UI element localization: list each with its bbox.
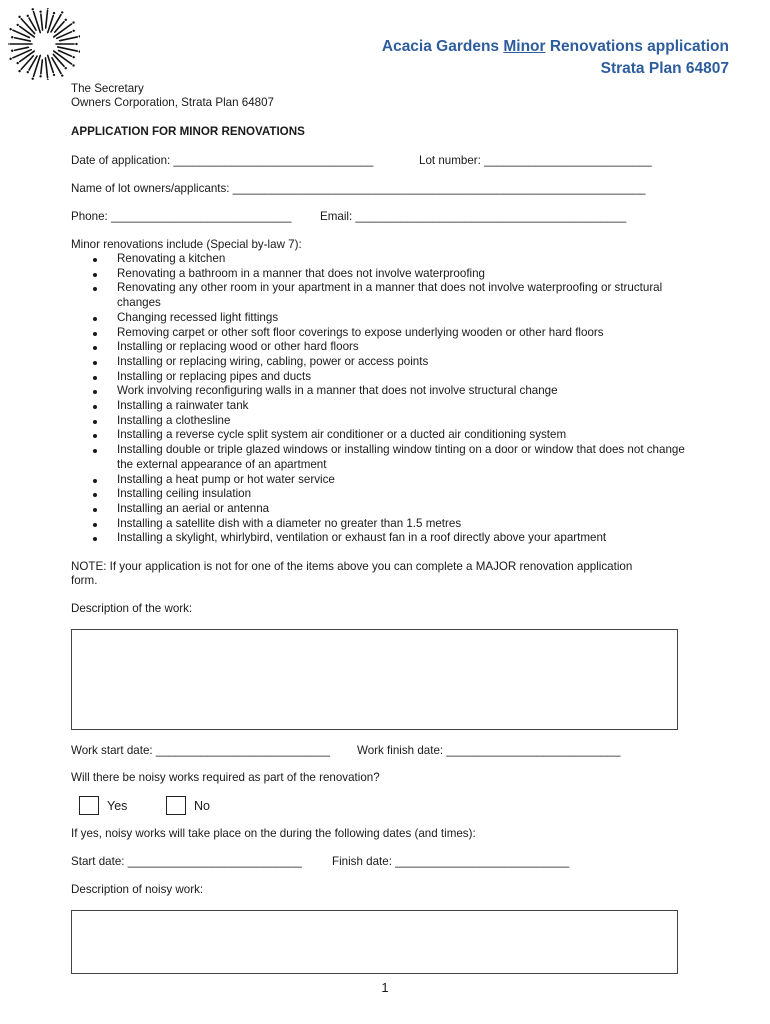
bullet-icon <box>93 523 97 527</box>
bullet-icon <box>93 479 97 483</box>
minor-renovation-item: Installing double or triple glazed windows or installing window tinting on a door or window that does not change the external appearance of an apartment <box>71 443 691 472</box>
minor-renovation-item: Installing a heat pump or hot water service <box>71 473 691 488</box>
bullet-icon <box>93 405 97 409</box>
bullet-icon <box>93 420 97 424</box>
starburst-logo <box>8 8 80 80</box>
note-line-1: NOTE: If your application is not for one of the items above you can complete a MAJOR renovation application <box>71 560 633 573</box>
addressee-line-1: The Secretary <box>71 82 144 95</box>
noisy-work-textbox[interactable] <box>71 910 678 974</box>
minor-renovation-item: Renovating a bathroom in a manner that does not involve waterproofing <box>71 267 691 282</box>
bullet-icon <box>93 449 97 453</box>
yes-checkbox[interactable] <box>79 796 99 815</box>
minor-renovation-item: Installing a reverse cycle split system air conditioner or a ducted air conditioning system <box>71 428 691 443</box>
minor-renovation-item: Renovating any other room in your apartment in a manner that does not involve waterproofing or structural changes <box>71 281 691 310</box>
bullet-icon <box>93 434 97 438</box>
phone-field[interactable]: Phone: ____________________________ <box>71 210 292 223</box>
no-checkbox[interactable] <box>166 796 186 815</box>
work-start-date-field[interactable]: Work start date: ___________________________ <box>71 744 330 757</box>
bullet-icon <box>93 346 97 350</box>
lot-number-field[interactable]: Lot number: __________________________ <box>419 154 652 167</box>
bullet-icon <box>93 332 97 336</box>
bullet-icon <box>93 493 97 497</box>
description-textbox[interactable] <box>71 629 678 730</box>
bullet-icon <box>93 258 97 262</box>
page-title: Acacia Gardens Minor Renovations application <box>381 38 729 55</box>
minor-renovation-item: Changing recessed light fittings <box>71 311 691 326</box>
strata-plan-subtitle: Strata Plan 64807 <box>600 60 729 77</box>
minor-renovation-item: Installing or replacing wiring, cabling, power or access points <box>71 355 691 370</box>
page-number: 1 <box>381 980 389 995</box>
noisy-dates-intro: If yes, noisy works will take place on the during the following dates (and times): <box>71 827 476 840</box>
work-finish-date-field[interactable]: Work finish date: ___________________________ <box>357 744 621 757</box>
no-label: No <box>194 799 210 813</box>
minor-renovation-item: Installing a clothesline <box>71 414 691 429</box>
minor-renovation-item: Installing or replacing wood or other hard floors <box>71 340 691 355</box>
minor-renovation-item: Installing a satellite dish with a diameter no greater than 1.5 metres <box>71 517 691 532</box>
date-of-application-field[interactable]: Date of application: _______________________________ <box>71 154 374 167</box>
yes-label: Yes <box>107 799 128 813</box>
bullet-icon <box>93 273 97 277</box>
minor-renovations-list <box>71 252 691 546</box>
noisy-start-date-field[interactable]: Start date: ___________________________ <box>71 855 302 868</box>
minor-renovation-item: Installing an aerial or antenna <box>71 502 691 517</box>
minor-renovation-item: Installing a skylight, whirlybird, ventilation or exhaust fan in a roof directly above your apartment <box>71 531 691 546</box>
minor-renovation-item: Installing ceiling insulation <box>71 487 691 502</box>
minor-renovation-item: Renovating a kitchen <box>71 252 691 267</box>
bullet-icon <box>93 376 97 380</box>
minor-renovation-item: Installing or replacing pipes and ducts <box>71 370 691 385</box>
owners-field[interactable]: Name of lot owners/applicants: ________________________________________________________________ <box>71 182 646 195</box>
bullet-icon <box>93 317 97 321</box>
bullet-icon <box>93 508 97 512</box>
minor-renovation-item: Installing a rainwater tank <box>71 399 691 414</box>
bullet-icon <box>93 287 97 291</box>
noisy-finish-date-field[interactable]: Finish date: ___________________________ <box>332 855 570 868</box>
noisy-works-question: Will there be noisy works required as part of the renovation? <box>71 771 380 784</box>
addressee-line-2: Owners Corporation, Strata Plan 64807 <box>71 96 275 109</box>
form-heading: APPLICATION FOR MINOR RENOVATIONS <box>71 125 305 138</box>
bullet-icon <box>93 390 97 394</box>
minor-renovation-item: Removing carpet or other soft floor coverings to expose underlying wooden or other hard floors <box>71 326 691 341</box>
bullet-icon <box>93 361 97 365</box>
description-label: Description of the work: <box>71 602 193 615</box>
bullet-icon <box>93 537 97 541</box>
minor-renovations-intro: Minor renovations include (Special by-law 7): <box>71 238 302 251</box>
note-line-2: form. <box>71 574 98 587</box>
minor-renovation-item: Work involving reconfiguring walls in a manner that does not involve structural change <box>71 384 691 399</box>
noisy-work-description-label: Description of noisy work: <box>71 883 204 896</box>
email-field[interactable]: Email: __________________________________________ <box>320 210 627 223</box>
